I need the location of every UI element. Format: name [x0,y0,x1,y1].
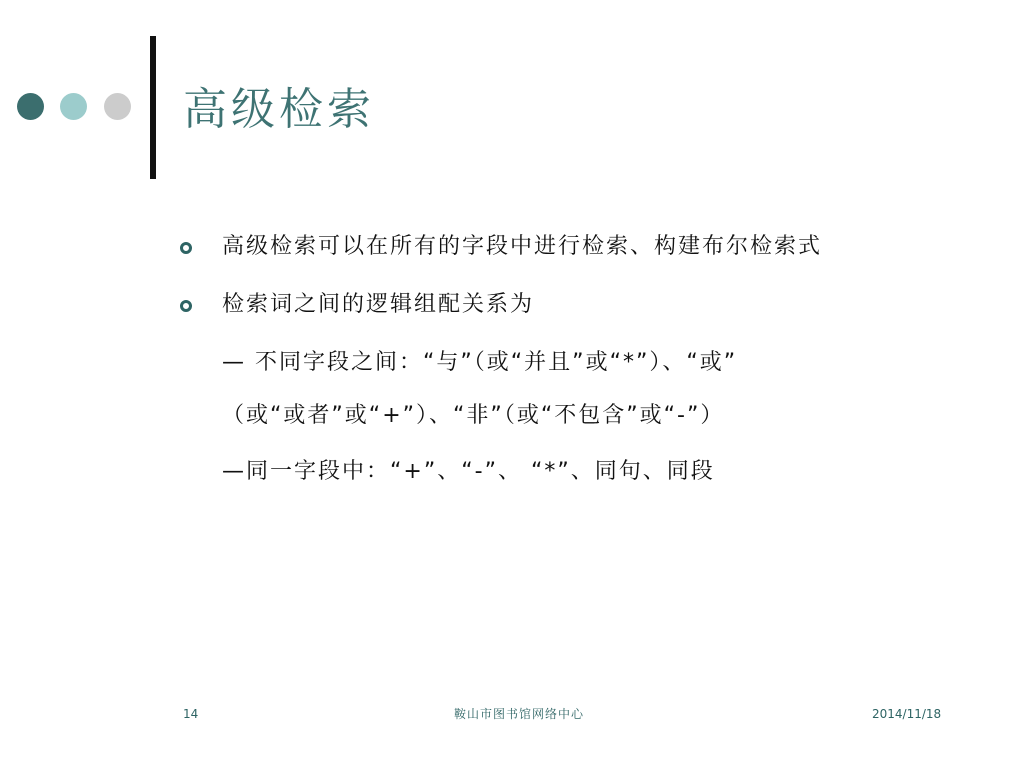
bullet-circle-icon [180,300,192,312]
slide-title: 高级检索 [183,84,375,135]
decor-dot-gray [104,93,131,120]
decor-dot-light [60,93,87,120]
title-divider [150,36,156,179]
decor-dot-dark [17,93,44,120]
footer-date: 2014/11/18 [872,707,942,721]
sub-item-continuation: （或“或者”或“+”）、“非”（或“不包含”或“-”） [222,403,725,428]
bullet-text: 检索词之间的逻辑组配关系为 [222,292,535,317]
footer-organization: 鞍山市图书馆网络中心 [454,707,585,721]
bullet-circle-icon [180,242,192,254]
sub-item-text: —同一字段中：“+”、“-”、 “*”、同句、同段 [222,459,715,484]
sub-item-text: — 不同字段之间：“与”（或“并且”或“*”）、“或” [222,350,738,375]
footer-page-number: 14 [183,707,199,721]
bullet-text: 高级检索可以在所有的字段中进行检索、构建布尔检索式 [222,234,823,259]
